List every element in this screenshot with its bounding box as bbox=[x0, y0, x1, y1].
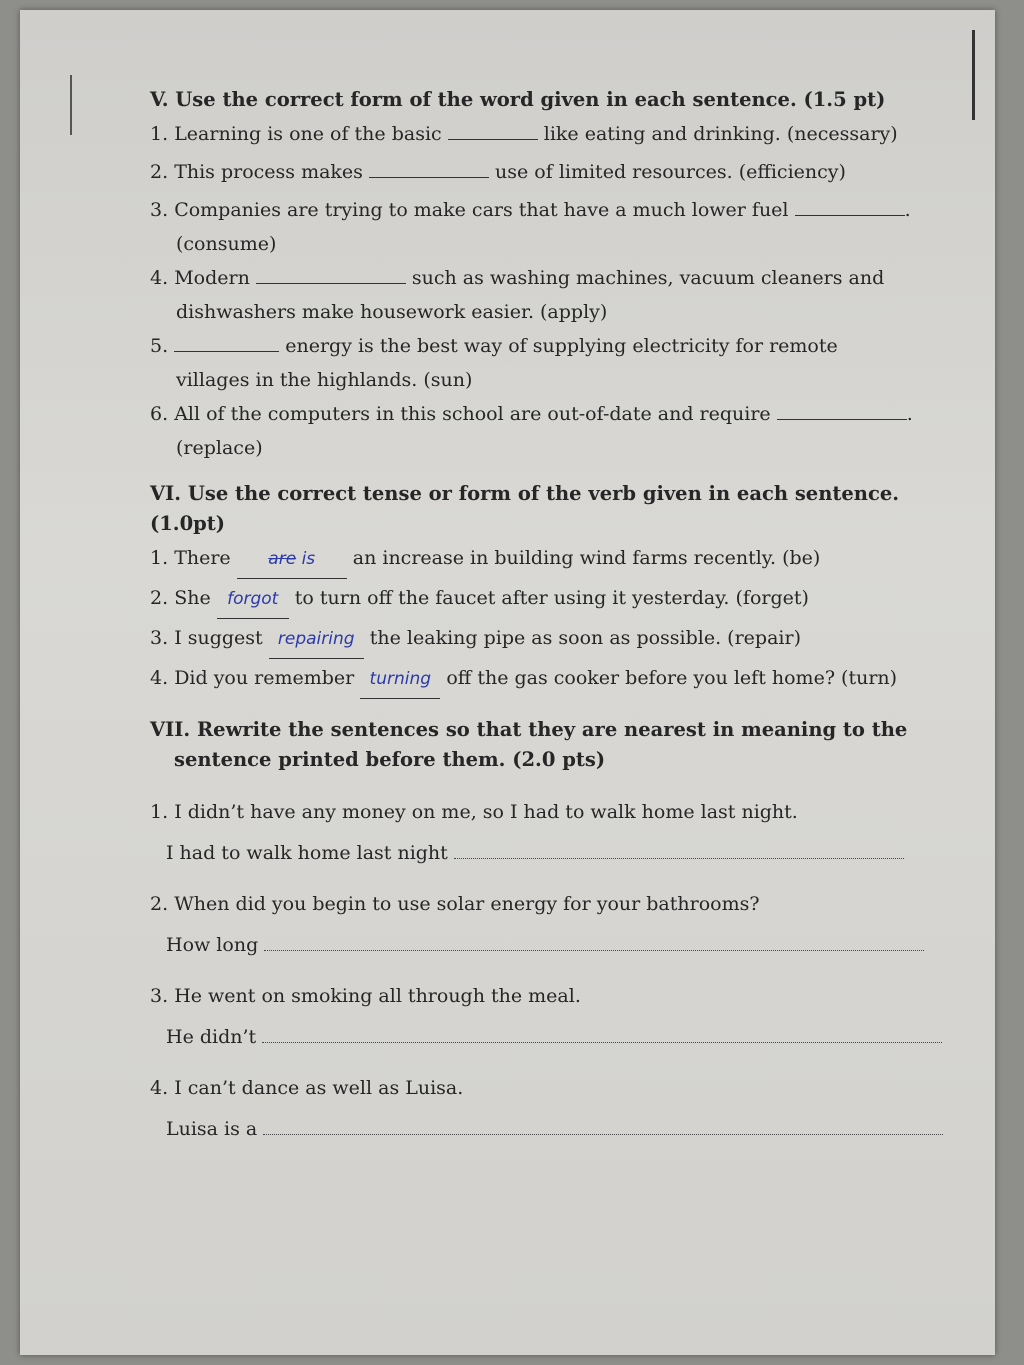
rewrite-blank[interactable] bbox=[454, 840, 904, 859]
section-vi-item-3: 3. I suggest repairing the leaking pipe as soon as possible. (repair) bbox=[150, 619, 960, 659]
section-vii-answer-4: Luisa is a bbox=[150, 1107, 960, 1151]
section-v-item-2: 2. This process makes use of limited resources. (efficiency) bbox=[150, 161, 846, 183]
worksheet-content bbox=[150, 85, 960, 1151]
margin-line bbox=[70, 75, 72, 135]
section-vii-title: VII. Rewrite the sentences so that they are nearest in meaning to the bbox=[150, 718, 908, 741]
section-v-item-6: 6. All of the computers in this school are out-of-date and require . bbox=[150, 403, 913, 425]
answer-blank[interactable] bbox=[256, 265, 406, 284]
section-vii-item-2: 2. When did you begin to use solar energy for your bathrooms? bbox=[150, 893, 760, 915]
section-vi-item-2: 2. She forgot to turn off the faucet after using it yesterday. (forget) bbox=[150, 579, 960, 619]
rewrite-blank[interactable] bbox=[262, 1024, 942, 1043]
handwritten-answer[interactable]: are is bbox=[237, 540, 347, 579]
section-v-item-5: 5. energy is the best way of supplying electricity for remote bbox=[150, 335, 838, 357]
answer-blank[interactable] bbox=[448, 121, 538, 140]
section-v-title: V. Use the correct form of the word given in each sentence. (1.5 pt) bbox=[150, 88, 886, 111]
rewrite-blank[interactable] bbox=[264, 932, 924, 951]
exam-paper bbox=[20, 10, 995, 1355]
section-vi-item-4: 4. Did you remember turning off the gas cooker before you left home? (turn) bbox=[150, 659, 960, 699]
section-v-item-5-cont: villages in the highlands. (sun) bbox=[176, 369, 473, 391]
handwritten-answer[interactable]: forgot bbox=[217, 580, 289, 619]
section-v-item-4: 4. Modern such as washing machines, vacuum cleaners and bbox=[150, 267, 885, 289]
section-vii-answer-1: I had to walk home last night bbox=[150, 831, 960, 875]
section-vi-item-1: 1. There are is an increase in building wind farms recently. (be) bbox=[150, 539, 960, 579]
section-vii-item-1: 1. I didn’t have any money on me, so I had to walk home last night. bbox=[150, 801, 798, 823]
answer-blank[interactable] bbox=[777, 401, 907, 420]
section-vii-answer-2: How long bbox=[150, 923, 960, 967]
handwritten-answer[interactable]: repairing bbox=[269, 620, 364, 659]
rewrite-blank[interactable] bbox=[263, 1116, 943, 1135]
section-v-item-1: 1. Learning is one of the basic like eating and drinking. (necessary) bbox=[150, 123, 898, 145]
handwritten-answer[interactable]: turning bbox=[360, 660, 440, 699]
section-v-item-4-cont: dishwashers make housework easier. (apply) bbox=[176, 301, 608, 323]
section-vii-item-4: 4. I can’t dance as well as Luisa. bbox=[150, 1077, 464, 1099]
section-v-item-3-hint: (consume) bbox=[176, 233, 277, 255]
section-v-item-3: 3. Companies are trying to make cars that have a much lower fuel . bbox=[150, 199, 911, 221]
answer-blank[interactable] bbox=[174, 333, 279, 352]
answer-blank[interactable] bbox=[369, 159, 489, 178]
binding-edge bbox=[972, 30, 975, 120]
section-vi-title: VI. Use the correct tense or form of the verb given in each sentence. (1.0pt) bbox=[150, 482, 900, 535]
section-vii-answer-3: He didn’t bbox=[150, 1015, 960, 1059]
answer-blank[interactable] bbox=[795, 197, 905, 216]
section-vii-title-cont: sentence printed before them. (2.0 pts) bbox=[174, 748, 606, 771]
section-v-item-6-hint: (replace) bbox=[176, 437, 263, 459]
section-vii-item-3: 3. He went on smoking all through the meal. bbox=[150, 985, 581, 1007]
